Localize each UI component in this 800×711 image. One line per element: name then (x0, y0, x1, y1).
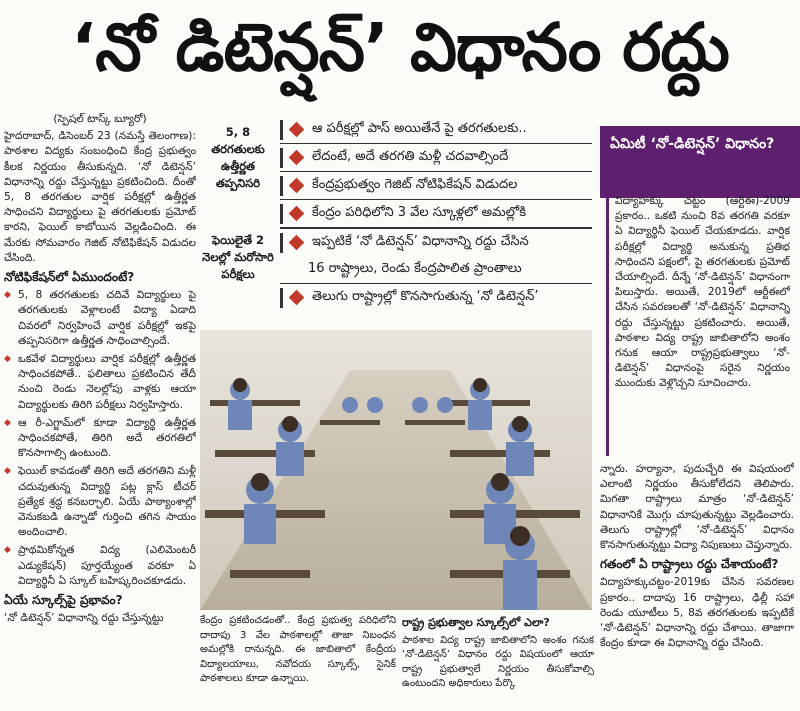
bottom-right-block (402, 612, 594, 708)
highlight-row (280, 172, 592, 199)
highlight-text: లేదంటే, అదే తరగతి మళ్లీ చదవాల్సిందే (312, 148, 509, 164)
bottom-middle-text: కేంద్రం ప్రకటించడంతో.. కేంద్ర ప్రభుత్వ పరిధిలోని దాదాపు 3 వేల పాఠశాలల్లో తాజా నిబంధన అమల్లోకి రానున్నది. ఈ జాబితాలో కేంద్రీయ విద్యాలయాలు, నవోదయ స్కూల్స్, సైనిక్ పాఠశాలలు కూడా ఉన్నాయి. (200, 615, 396, 684)
right-column (600, 462, 794, 708)
exam-hall-photo (200, 330, 592, 610)
subhead-states: గతంలో ఏ రాష్ట్రాలు రద్దు చేశాయంటే? (600, 557, 779, 572)
highlight-row (280, 144, 592, 171)
highlight-row (280, 256, 592, 283)
subhead-notification: నోటిఫికేషన్‌లో ఏముందంటే? (4, 270, 135, 285)
subhead-impact: ఏయే స్కూల్స్‌పై ప్రభావం? (4, 593, 123, 608)
exam-hall-illustration (200, 330, 592, 610)
bottom-right-text: పాఠశాల విద్య రాష్ట్ర జాబితాలోని అంశం గనుక ‘నో-డిటెన్షన్’ విధానం రద్దు విషయంలో ఆయా రాష్ట్ర ప్రభుత్వాలే నిర్ణయం తీసుకోవాల్సి ఉంటుందని అధికారులు పేర్కొ (402, 634, 594, 689)
highlight-text: ఆ పరీక్షల్లో పాస్ అయితేనే పై తరగతులకు.. (312, 120, 527, 136)
highlight-text: 16 రాష్ట్రాలు, రెండు కేంద్రపాలిత ప్రాంతాలు (308, 260, 522, 276)
list-item: ◆ ఒకవేళ విద్యార్థులు వార్షిక పరీక్షల్లో ఉత్తీర్ణత సాధించకపోతే.. ఫలితాలు ప్రకటించిన తేదీ నుంచి రెండు నెలల్లోపు వాళ్లకు ఆయా విద్యార్థులకు తిరిగి పరీక్షలు నిర్వహిస్తారు. (4, 352, 196, 413)
highlight-row (280, 200, 592, 227)
highlight-text: తెలుగు రాష్ట్రాల్లో కొనసాగుతున్న ‘నో డిటెన్షన్’ (312, 288, 539, 304)
definition-text: విద్యాహక్కు చట్టం (ఆర్టీఈ)-2009 ప్రకారం.. ఒకటి నుంచి 8వ తరగతి వరకూ ఏ విద్యార్థినీ ఫెయిల్ చేయకూడదు. వార్షిక పరీక్షల్లో విద్యార్థి అనుకున్న ప్రతిభ సాధించని పక్షంలో, పై తరగతులకు ప్రమోట్ చేయాల్సిందే. దీన్నే ‘నో-డిటెన్షన్’ విధానంగా పిలుస్తారు. అయితే, 2019లో ఆర్టీఈలో చేసిన సవరణలతో ‘నో-డిటెన్షన్’ విధానాన్ని రద్దు చేస్తున్నట్టు ప్రకటించారు. అయితే, పాఠశాల విద్య రాష్ట్ర జాబితాలోని అంశం గనుక ఆయా రాష్ట్రప్రభుత్వాలు ‘నో-డిటెన్షన్’ విధానంపై సరైన నిర్ణయం ముందుకు వెళ్లొచ్చని సూచించారు. (606, 194, 790, 456)
highlight-row (280, 116, 592, 143)
list-item: ◆ 5, 8 తరగతులకు చదివే విద్యార్థులు పై తరగతులకు వెళ్లాలంటే విద్యా ఏడాది చివరలో నిర్వహించే వార్షిక పరీక్షల్లో ఇకపై తప్పనిసరిగా ఉత్తీర్ణత సాధించాల్సిందే. (4, 288, 196, 349)
right-paragraph: న్నారు. హర్యానా, పుదుచ్చేరి ఈ విషయంలో ఎలాంటి నిర్ణయం తీసుకోలేదని తెలిపారు. మిగతా రాష్ట్రాలు మాత్రం ‘నో-డిటెన్షన్’ విధానానికే మొగ్గు చూపుతున్నట్టు వెల్లడించారు. తెలుగు రాష్ట్రాల్లో ‘నో-డిటెన్షన్’ విధానం కొనసాగుతున్నట్టు విద్యా నిపుణులు చెప్తున్నారు. (600, 463, 794, 552)
lead-paragraph: హైదరాబాద్, డిసెంబర్ 23 (నమస్తే తెలంగాణ): పాఠశాల విద్యకు సంబంధించి కేంద్ర ప్రభుత్వం కీలక నిర్ణయం తీసుకున్నది. ‘నో డిటెన్షన్’ విధానాన్ని రద్దు చేస్తున్నట్టు ప్రకటించింది. దీంతో 5, 8 తరగతుల వార్షిక పరీక్షల్లో ఉత్తీర్ణత సాధించని విద్యార్థులు పై తరగతులకు ప్రమోట్ కారని, ఫెయిల్ కాబోయిన వెల్లడించింది. ఈ మేరకు సోమవారం గెజిట్ నోటిఫికేషన్ విడుదల చేసింది. (4, 130, 196, 264)
left-column (4, 112, 196, 710)
subhead-state-schools: రాష్ట్ర ప్రభుత్వాల స్కూల్స్‌లో ఎలా? (402, 616, 550, 629)
list-item: ◆ ప్రాథమికోన్నత విద్య (ఎలిమెంటరీ ఎడ్యుకేషన్) పూర్తయ్యేంత వరకూ ఏ విద్యార్థినీ ఏ స్కూల్ బహిష్కరించకూడదు. (4, 543, 196, 589)
highlight-label-pass: 5, 8 తరగతులకు ఉత్తీర్ణత తప్పనిసరి (211, 125, 265, 190)
list-item: ◆ ఫెయిల్ కావడంతో తిరిగి అదే తరగతిని మళ్లీ చదువుతున్న విద్యార్థి పట్ల క్లాస్ టీచర్ ప్రత్యేక శ్రద్ధ కనబర్చాలి. ఏయే పాఠ్యాంశాల్లో వెనుకబడి ఉన్నాడో గుర్తించి తగిన సాయం అందించాలి. (4, 464, 196, 540)
highlights-list (280, 116, 592, 324)
highlight-text: ఇప్పటికే ‘నో డిటెన్షన్’ విధానాన్ని రద్దు చేసిన (312, 233, 529, 249)
highlight-row (280, 229, 592, 256)
list-item: ◆ ఆ రీ-ఎగ్జామ్‌లో కూడా విద్యార్థి ఉత్తీర్ణత సాధించకపోతే, తిరిగి అదే తరగతిలో కొనసాగాల్సి ఉంటుంది. (4, 416, 196, 462)
highlight-label-fail: ఫెయిలైతే 2 నెలల్లో మరోసారి పరీక్షలు (202, 233, 274, 281)
highlight-text: కేంద్రప్రభుత్వం గెజిట్ నోటిఫికేషన్ విడుదల (312, 176, 518, 192)
highlight-row (280, 284, 592, 311)
right-paragraph-2: విద్యాహక్కుచట్టం-2019కు చేసిన సవరణల ప్రకారం.. దాదాపు 16 రాష్ట్రాలు, ఢిల్లీ సహా రెండు యూటీలు 5, 8వ తరగతులకు ఇప్పటికే ‘నో-డిటెన్షన్’ విధానాన్ని రద్దు చేశాయి. తాజాగా కేంద్రం కూడా ఈ విధానాన్ని రద్దు చేసింది. (600, 576, 794, 650)
tail-paragraph: ‘నో డిటెన్షన్’ విధానాన్ని రద్దు చేస్తున్నట్టు (4, 612, 164, 625)
headline: ‘నో డిటెన్షన్’ విధానం రద్దు (71, 8, 729, 86)
byline: (స్పెషల్ టాస్క్ బ్యూరో) (53, 113, 147, 125)
question-box: ఏమిటీ ‘నో-డిటెన్షన్’ విధానం? (600, 126, 800, 198)
highlight-text: కేంద్రం పరిధిలోని 3 వేల స్కూళ్లలో అమల్లోకి (312, 204, 526, 220)
